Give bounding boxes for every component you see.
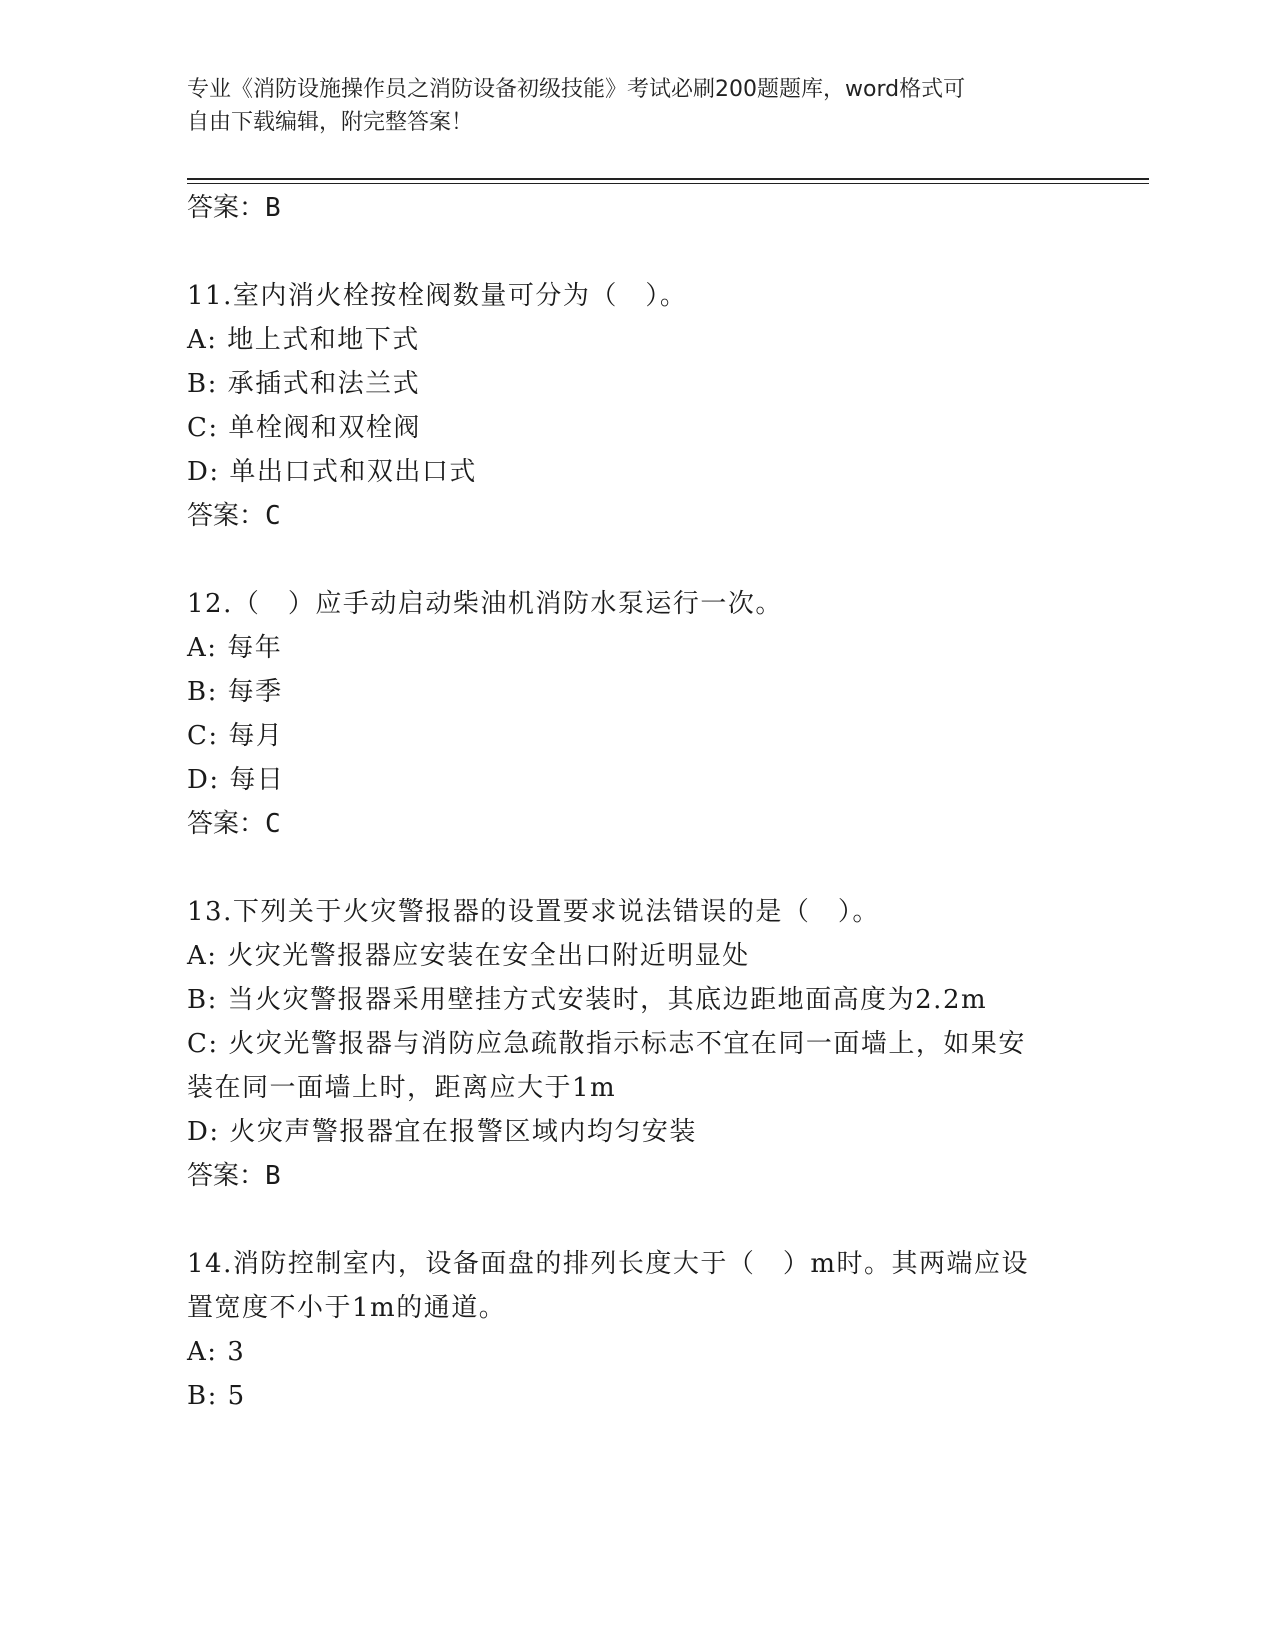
question-12-stem: 12.（ ）应手动启动柴油机消防水泵运行一次。 [187,589,783,619]
question-12-option-a: A: 每年 [187,633,283,663]
header-line-2: 自由下载编辑，附完整答案！ [187,110,474,135]
answer-12: 答案：C [187,809,281,839]
answer-10: 答案：B [187,193,281,223]
question-11-option-a: A: 地上式和地下式 [187,325,420,355]
header-line-1: 专业《消防设施操作员之消防设备初级技能》考试必刷200题题库，word格式可 [187,77,966,102]
question-13-option-c-continued: 装在同一面墙上时，距离应大于1m [187,1073,617,1103]
question-11-option-b: B: 承插式和法兰式 [187,369,421,399]
question-13-option-c: C: 火灾光警报器与消防应急疏散指示标志不宜在同一面墙上，如果安 [187,1029,1026,1059]
page-header [187,73,1067,139]
question-12-option-c: C: 每月 [187,721,284,751]
question-12-option-d: D: 每日 [187,765,285,795]
question-14-stem: 14.消防控制室内，设备面盘的排列长度大于（ ）m时。其两端应设 [187,1249,1030,1279]
question-11-stem: 11.室内消火栓按栓阀数量可分为（ ）。 [187,281,688,311]
question-13-option-d: D: 火灾声警报器宜在报警区域内均匀安装 [187,1117,697,1147]
answer-11: 答案：C [187,501,281,531]
question-14-option-b: B: 5 [187,1381,246,1411]
question-12-option-b: B: 每季 [187,677,283,707]
answer-13: 答案：B [187,1161,281,1191]
question-13-option-b: B: 当火灾警报器采用壁挂方式安装时，其底边距地面高度为2.2m [187,985,988,1015]
question-14-option-a: A: 3 [187,1337,246,1367]
question-14-stem-continued: 置宽度不小于1m的通道。 [187,1293,507,1323]
header-rule-thick [187,178,1149,180]
question-11-option-c: C: 单栓阀和双栓阀 [187,413,421,443]
question-13-option-a: A: 火灾光警报器应安装在安全出口附近明显处 [187,941,750,971]
question-11-option-d: D: 单出口式和双出口式 [187,457,477,487]
header-rule-thin [187,183,1149,184]
question-13-stem: 13.下列关于火灾警报器的设置要求说法错误的是（ ）。 [187,897,880,927]
